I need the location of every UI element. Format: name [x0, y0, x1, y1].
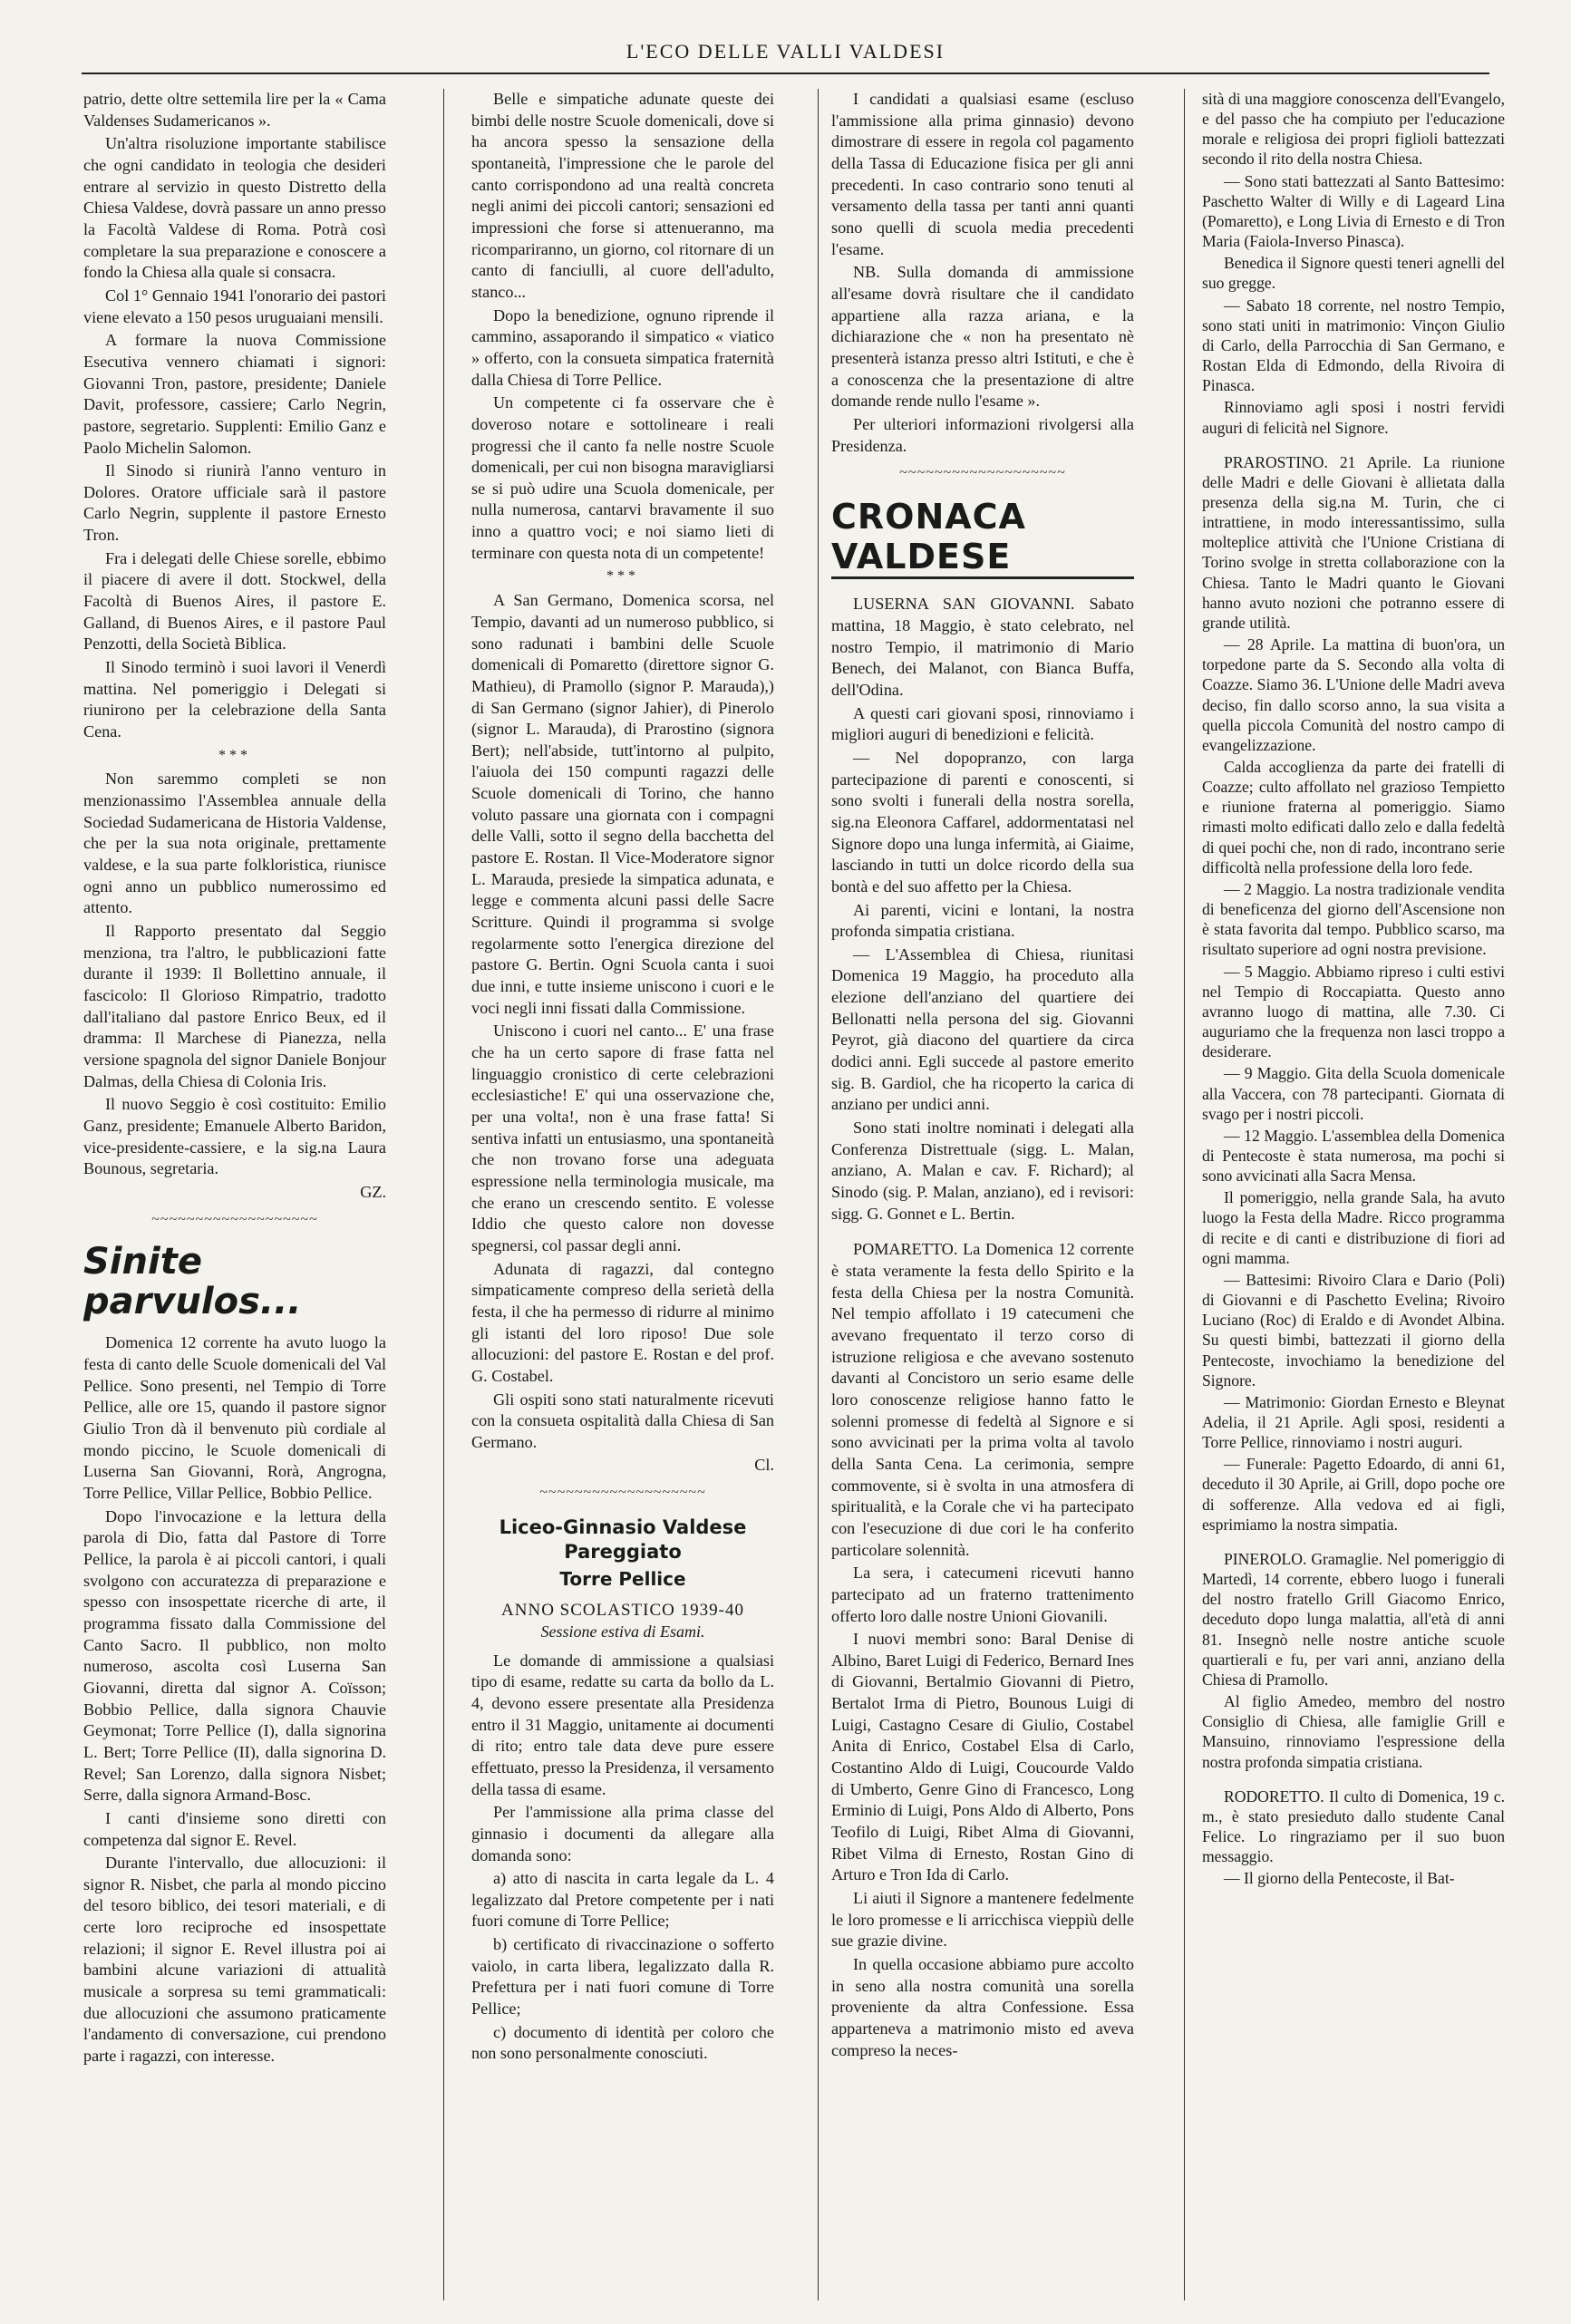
section-separator: *** [218, 747, 251, 763]
column-2 [471, 89, 774, 2300]
article-headline: Liceo-Ginnasio Valdese Pareggiato [499, 1515, 747, 1564]
masthead-rule [82, 73, 1489, 74]
paragraph: Il Sinodo si riunirà l'anno venturo in Dolores. Oratore ufficiale sarà il pastore Carlo Negrin, supplente il pastore Ernesto Tron. [83, 461, 386, 545]
paragraph: — Matrimonio: Giordan Ernesto e Bleynat Adelia, il 21 Aprile. Agli sposi, residenti a Torre Pellice, rinnoviamo i nostri auguri. [1202, 1392, 1505, 1452]
paragraph: A San Germano, Domenica scorsa, nel Tempio, davanti ad un numeroso pubblico, si sono radunati i bambini delle Scuole domenicali di Pomaretto (direttore signor G. Mathieu), di Pramollo (signor P. Marauda),) di San Germano (signor Jahier), di Pinerolo (signor L. Marauda), di Prarostino (signora Bert); nell'abside, tutt'intorno al pulpito, l'aiuola dei 150 compunti ragazzi delle Scuole domenicali di Torino, che hanno voluto passare una giornata con i compagni delle Valli, sotto il segno della bacchetta del pastore E. Rostan. Il Vice-Moderatore signor L. Marauda, presiede la simpatica adunata, e legge e commenta alcuni passi delle Sacre Scritture. Quindi il programma si svolge regolarmente sotto l'energica direzione del pastore G. Bertin. Ogni Scuola canta i suoi due inni, e tutte insieme uniscono i cuori e le voci negli inni fissati dalla Commissione. [471, 591, 774, 1017]
ornament-divider: ~~~~~~~~~~~~~~~~~~~ [539, 1485, 706, 1501]
paragraph: Non saremmo completi se non menzionassimo l'Assemblea annuale della Sociedad Sudamericana de Historia Valdense, che per la sua nota originale, prettamente valdese, e la sua parte folkloristica, riunisce ogni anno un pubblico numerossimo ed attento. [83, 770, 386, 917]
paragraph: I nuovi membri sono: Baral Denise di Albino, Baret Luigi di Federico, Bernard Ines di Giovanni, Bertalmio Giovanni di Pietro, Bertalot Irma di Pietro, Bounous Luigi di Luigi, Castagno Cesare di Giulio, Costabel Anita di Enrico, Costabel Elsa di Carlo, Costantino Aldo di Luigi, Coucourde Valdo di Umberto, Genre Gino di Francesco, Long Erminio di Luigi, Pons Aldo di Alberto, Pons Teofilo di Luigi, Ribet Alma di Giovanni, Ribet Vilma di Ernesto, Rostan Gino di Arturo e Tron Ida di Carlo. [831, 1630, 1134, 1884]
paragraph: Durante l'intervallo, due allocuzioni: il signor R. Nisbet, che parla al mondo piccino del tesoro biblico, dei tesori materiali, e di certe loro reciproche ed insospettate relazioni; il signor E. Revel illustra poi ai bambini alcune variazioni di attualità musicale a sorpresa su temi grammaticali: due allocuzioni che assumono praticamente l'andamento di conversazione, cui prendono parte i ragazzi, con interesse. [83, 1854, 386, 2066]
paragraph: Adunata di ragazzi, dal contegno simpaticamente compreso della serietà della festa, il che ha permesso di ridurre al minimo gli istanti del loro riposo! Due sole allocuzioni: del pastore E. Rostan e del prof. G. Costabel. [471, 1259, 774, 1385]
paragraph: Il pomeriggio, nella grande Sala, ha avuto luogo la Festa della Madre. Ricco programma di recite e di canti e distribuzione di fiori ad ogni mamma. [1202, 1188, 1505, 1267]
paragraph: PRAROSTINO. 21 Aprile. La riunione delle Madri e delle Giovani è allietata dalla presenza della sig.na M. Turin, che ci intrattiene, in modo interessantissimo, sulla molteplice attività che l'Unione Cristiana di Torino svolge in stretta collaborazione con la Chiesa. Tanto le Madri quanto le Giovani hanno avuto nozioni che potranno essere di grande utilità. [1202, 452, 1505, 632]
paragraph: Per l'ammissione alla prima classe del ginnasio i documenti da allegare alla domanda sono: [471, 1803, 774, 1864]
column-divider [443, 89, 444, 2300]
paragraph: — 9 Maggio. Gita della Scuola domenicale alla Vaccera, con 78 partecipanti. Giornata di svago per i nostri piccoli. [1202, 1064, 1505, 1123]
paragraph: Li aiuti il Signore a mantenere fedelmente le loro promesse e li arricchisca vieppiù delle sue grazie divine. [831, 1889, 1134, 1951]
paragraph: Il nuovo Seggio è così costituito: Emilio Ganz, presidente; Emanuele Alberto Baridon, vice-presidente-cassiere, e la sig.na Laura Bounous, segretaria. [83, 1095, 386, 1178]
paragraph: — 5 Maggio. Abbiamo ripreso i culti estivi nel Tempio di Roccapiatta. Questo anno avranno luogo di mattina, alle 7.30. Ci auguriamo che la frequenza non lasci troppo a desiderare. [1202, 962, 1505, 1061]
column-3 [831, 89, 1134, 2300]
paragraph: Uniscono i cuori nel canto... E' una frase che ha un certo sapore di frase fatta nel linguaggio cronistico di certe celebrazioni ecclesiastiche! E' qui una osservazione che, per una volta!, non è una frase fatta! Si sentiva infatti un entusiasmo, una spontaneità che non trovano forse una adeguata espressione nella terminologia musicale, ma che erano un crescendo sentito. E volesse Iddio che questo calore non dovesse spegnersi, col passar degli anni. [471, 1022, 774, 1254]
paragraph: Al figlio Amedeo, membro del nostro Consiglio di Chiesa, alle famiglie Grill e Mansuino, rinnoviamo l'espressione della nostra profonda simpatia cristiana. [1202, 1692, 1505, 1771]
paragraph: Belle e simpatiche adunate queste dei bimbi delle nostre Scuole domenicali, dove si ha ancora spesso la sensazione della spontaneità, l'impressione che le parole del canto corrispondono ad una realtà concreta negli animi dei piccoli cantori; sensazioni ed impressioni che forse si attenueranno, ma ricompariranno, un giorno, col ritornare di un canto di fanciulli, al cuore dell'adulto, stanco... [471, 90, 774, 301]
paragraph: Le domande di ammissione a qualsiasi tipo di esame, redatte su carta da bollo da L. 4, devono essere presentate alla Presidenza entro il 31 Maggio, unitamente ai documenti di rito; entro tale data deve pure essere effettuato, presso la Presidenza, il versamento della tassa di esame. [471, 1651, 774, 1798]
paragraph: Il Rapporto presentato dal Seggio menziona, tra l'altro, le pubblicazioni fatte durante il 1939: Il Bollettino annuale, il fascicolo: Il Glorioso Rimpatrio, tradotto dall'italiano dal pastore Enrico Beux, ed il dramma: Il Marchese di Pianezza, nella versione spagnola del signor Daniele Bonjour Dalmas, della Chiesa di Colonia Iris. [83, 922, 386, 1090]
school-year: ANNO SCOLASTICO 1939-40 [501, 1600, 744, 1620]
paragraph: — Sono stati battezzati al Santo Battesimo: Paschetto Walter di Willy e di Lageard Lina (Pomaretto), e Long Livia di Ernesto e di Tron Maria (Faiola-Inverso Pinasca). [1202, 171, 1505, 251]
paragraph: La sera, i catecumeni ricevuti hanno partecipato ad un fraterno trattenimento offerto loro dalle nostre Unioni Giovanili. [831, 1564, 1134, 1625]
paragraph: I canti d'insieme sono diretti con competenza dal signor E. Revel. [83, 1808, 386, 1849]
liceo-announcement-header [471, 1515, 774, 1643]
article-headline: Sinite parvulos... [83, 1241, 302, 1323]
paragraph: Dopo l'invocazione e la lettura della parola di Dio, fatta dal Pastore di Torre Pellice, la parola è ai piccoli cantori, i quali svolgono con accuratezza di preparazione e spesso con insospettate ricerche di arte, il programma fissato dalla Commissione del Canto Sacro. Il pubblico, non molto numeroso, ascolta così Luserna San Giovanni, diretta dal signor A. Coïsson; Bobbio Pellice, dalla signora Chauvie Geymonat; Torre Pellice (I), dalla signorina L. Bert; Torre Pellice (II), dalla signorina D. Revel; San Lorenzo, dalla signora Nisbet; Serre, dalla signora Armand-Bosc. [83, 1506, 386, 1805]
paragraph: Domenica 12 corrente ha avuto luogo la festa di canto delle Scuole domenicali del Val Pellice. Sono presenti, nel Tempio di Torre Pellice, alle ore 15, quando il pastore signor Giulio Tron dà il benvenuto più cordiale al mondo piccino, le Scuole domenicali di Luserna San Giovanni, Rorà, Angrogna, Torre Pellice, Villar Pellice, Bobbio Pellice. [83, 1333, 386, 1502]
column-divider [818, 89, 819, 2300]
paragraph: — Nel dopopranzo, con larga partecipazione di parenti e conoscenti, si sono svolti i funerali della nostra sorella, sig.na Eleonora Caffarel, addormentatasi nel Signore dopo una lunga infermità, ai Giaime, lasciando in tutti un dolce ricordo della sua bontà e del suo affetto per la Chiesa. [831, 748, 1134, 896]
paragraph: Calda accoglienza da parte dei fratelli di Coazze; culto affollato nel grazioso Tempietto e riunione fraterna al pomeriggio. Siamo rimasti molto edificati dallo zelo e dalla fedeltà di quei pochi che, non di rado, incontrano serie difficoltà nella professione della loro fede. [1202, 758, 1505, 876]
paragraph: a) atto di nascita in carta legale da L. 4 legalizzato dal Pretore competente per i nati fuori comune di Torre Pellice; [471, 1869, 774, 1931]
paragraph: Un competente ci fa osservare che è doveroso notare e sottolineare i reali progressi che il canto fa nelle nostre Scuole domenicali, per cui non bisogna maravigliarsi se si può udire una Scuola domenicale, per nulla numerosa, cantarvi bravamente il suo inno a quattro voci; e noi siamo lieti di terminare con questa nota di un competente! [471, 393, 774, 562]
section-separator: *** [606, 568, 639, 585]
section-headline: CRONACA VALDESE [831, 498, 1134, 579]
paragraph: — Il giorno della Pentecoste, il Bat- [1224, 1869, 1455, 1888]
paragraph: — Funerale: Pagetto Edoardo, di anni 61, deceduto il 30 Aprile, ai Grill, dopo poche ore di sofferenze. Alla vedova ed ai figli, esprimiamo la nostra simpatia. [1202, 1455, 1505, 1534]
exam-session: Sessione estiva di Esami. [540, 1622, 705, 1641]
paragraph: Il Sinodo terminò i suoi lavori il Venerdì mattina. Nel pomeriggio i Delegati si riunirono per la celebrazione della Santa Cena. [83, 658, 386, 741]
paragraph: I candidati a qualsiasi esame (escluso l'ammissione alla prima ginnasio) devono dimostrare di essere in regola col pagamento della Tassa di Educazione fisica per gli anni precedenti. In caso contrario sono tenuti al versamento della tassa per tanti anni quanti sono quelli di scuola media precedenti l'esame. [831, 90, 1134, 258]
paragraph: Col 1° Gennaio 1941 l'onorario dei pastori viene elevato a 150 pesos uruguaiani mensili. [83, 286, 386, 326]
paragraph: sità di una maggiore conoscenza dell'Evangelo, e del passo che ha compiuto per l'educazione morale e religiosa dei propri figlioli battezzati secondo il rito della nostra Chiesa. [1202, 90, 1505, 169]
paragraph: c) documento di identità per coloro che non sono personalmente conosciuti. [471, 2022, 774, 2063]
column-1 [83, 89, 386, 2300]
paragraph: Benedica il Signore questi teneri agnelli del suo gregge. [1202, 254, 1505, 293]
paragraph: Dopo la benedizione, ognuno riprende il cammino, assaporando il simpatico « viatico » offerto, con la consueta simpatica fraternità dalla Chiesa di Torre Pellice. [471, 305, 774, 389]
paragraph: RODORETTO. Il culto di Domenica, 19 c. m., è stato presieduto dallo studente Canal Felice. Lo ringraziamo per il suo buon messaggio. [1202, 1787, 1505, 1866]
paragraph: Un'altra risoluzione importante stabilisce che ogni candidato in teologia che desideri entrare al servizio in questo Distretto della Chiesa Valdese, dovrà passare un anno presso la Facoltà Valdese di Roma. Potrà così completare la sua preparazione e conoscere a fondo la Chiesa alla quale si consacra. [83, 134, 386, 282]
paragraph: POMARETTO. La Domenica 12 corrente è stata veramente la festa dello Spirito e la festa della Chiesa per la nostra Comunità. Nel tempio affollato i 19 catecumeni che avevano frequentato il terzo corso di istruzione religiosa e che avevano sostenuto davanti al Concistoro un serio esame delle loro conoscenze religiose hanno fatto le solenni promesse di fedeltà al Signore e si sono avvicinati per la prima volta al tavolo della Santa Cena. La cerimonia, sempre commovente, si è svolta in una atmosfera di spiritualità, e la Corale che vi ha partecipato con l'esecuzione di due cori le ha conferito particolare solennità. [831, 1240, 1134, 1559]
author-signature: GZ. [360, 1182, 386, 1201]
column-divider [1184, 89, 1185, 2300]
paragraph: Ai parenti, vicini e lontani, la nostra profonda simpatia cristiana. [831, 900, 1134, 941]
paragraph: LUSERNA SAN GIOVANNI. Sabato mattina, 18 Maggio, è stato celebrato, nel nostro Tempio, il matrimonio di Mario Benech, dei Malanot, con Bianca Buffa, dell'Odina. [831, 595, 1134, 699]
paragraph: NB. Sulla domanda di ammissione all'esame dovrà risultare che il candidato appartiene alla razza ariana, e la dichiarazione che « non ha presentato nè presenterà istanza presso altri Istituti, e che è a conoscenza che la presentazione di altre domande rende nullo l'esame ». [831, 263, 1134, 411]
paragraph: — 28 Aprile. La mattina di buon'ora, un torpedone parte da S. Secondo alla volta di Coazze. Siamo 36. L'Unione delle Madri aveva deciso, fin dallo scorso anno, la sua visita a quella piccola Comunità del nostro campo di evangelizzazione. [1202, 635, 1505, 754]
masthead-title: L'ECO DELLE VALLI VALDESI [625, 40, 946, 63]
paragraph: — Sabato 18 corrente, nel nostro Tempio, sono stati uniti in matrimonio: Vinçon Giulio di Carlo, della Parrocchia di San Germano, e Rostan Elda di Edmondo, della Rivoira di Pinasca. [1202, 295, 1505, 395]
paragraph: A formare la nuova Commissione Esecutiva vennero chiamati i signori: Giovanni Tron, pastore, presidente; Daniele Davit, professore, cassiere; Carlo Negrin, pastore, segretario. Supplenti: Emilio Ganz e Paolo Michelin Salomon. [83, 331, 386, 457]
paragraph: In quella occasione abbiamo pure accolto in seno alla nostra comunità una sorella proveniente da altra Confessione. Essa apparteneva a matrimonio misto ed aveva compreso la neces- [831, 1955, 1134, 2059]
paragraph: patrio, dette oltre settemila lire per la « Cama Valdenses Sudamericanos ». [83, 90, 386, 130]
column-4 [1202, 89, 1505, 2300]
paragraph: Rinnoviamo agli sposi i nostri fervidi auguri di felicità nel Signore. [1202, 398, 1505, 437]
paragraph: A questi cari giovani sposi, rinnoviamo i migliori auguri di benedizioni e felicità. [831, 703, 1134, 744]
paragraph: Fra i delegati delle Chiese sorelle, ebbimo il piacere di avere il dott. Stockwel, della Facoltà di Buenos Aires, il pastore E. Galland, di Buenos Aires, e il pastore Paul Penzotti, della Società Biblica. [83, 548, 386, 654]
paragraph: Gli ospiti sono stati naturalmente ricevuti con la consueta ospitalità dalla Chiesa di San Germano. [471, 1390, 774, 1451]
author-signature: Cl. [754, 1456, 774, 1475]
paragraph: — 2 Maggio. La nostra tradizionale vendita di beneficenza del giorno dell'Ascensione non è stata favorita dal tempo. Pubblico scarso, ma risultato superiore ad ogni nostra previsione. [1202, 879, 1505, 959]
paragraph: — Battesimi: Rivoiro Clara e Dario (Poli) di Giovanni e di Paschetto Evelina; Rivoiro Luciano (Roc) di Eraldo e di Avondet Albina. Su questi bimbi, battezzati il giorno della Pentecoste, invochiamo la benedizione del Signore. [1202, 1270, 1505, 1390]
paragraph: Sono stati inoltre nominati i delegati alla Conferenza Distrettuale (sigg. L. Malan, anziano, A. Malan e cav. F. Richard); al Sinodo (sig. P. Malan, anziano), ed i revisori: sigg. G. Gonnet e L. Bertin. [831, 1118, 1134, 1223]
paragraph: — L'Assemblea di Chiesa, riunitasi Domenica 19 Maggio, ha proceduto alla elezione dell'anziano del quartiere dei Bellonatti nella persona del sig. Giovanni Peyrot, già diacono del quartiere da circa dodici anni. Egli succede al pastore emerito sig. B. Gardiol, che ha ricoperto la carica di anziano per undici anni. [831, 944, 1134, 1114]
article-subheadline: Torre Pellice [559, 1567, 686, 1590]
ornament-divider: ~~~~~~~~~~~~~~~~~~~ [899, 465, 1066, 481]
paragraph: PINEROLO. Gramaglie. Nel pomeriggio di Martedì, 14 corrente, ebbero luogo i funerali del nostro fratello Grill Giacomo Enrico, deceduto dopo lunga malattia, all'età di anni 81. Insegnò nelle nostre antiche scuole quartierali e fu, per vari anni, anziano della Chiesa di Pramollo. [1202, 1549, 1505, 1689]
paragraph: b) certificato di rivaccinazione o sofferto vaiolo, in carta libera, legalizzato dalla R. Prefettura per i nati fuori comune di Torre Pellice; [471, 1935, 774, 2019]
ornament-divider: ~~~~~~~~~~~~~~~~~~~ [151, 1211, 318, 1227]
paragraph: Per ulteriori informazioni rivolgersi alla Presidenza. [831, 414, 1134, 455]
paragraph: — 12 Maggio. L'assemblea della Domenica di Pentecoste è stata numerosa, ma pochi si sono avvicinati alla Sacra Mensa. [1202, 1126, 1505, 1186]
